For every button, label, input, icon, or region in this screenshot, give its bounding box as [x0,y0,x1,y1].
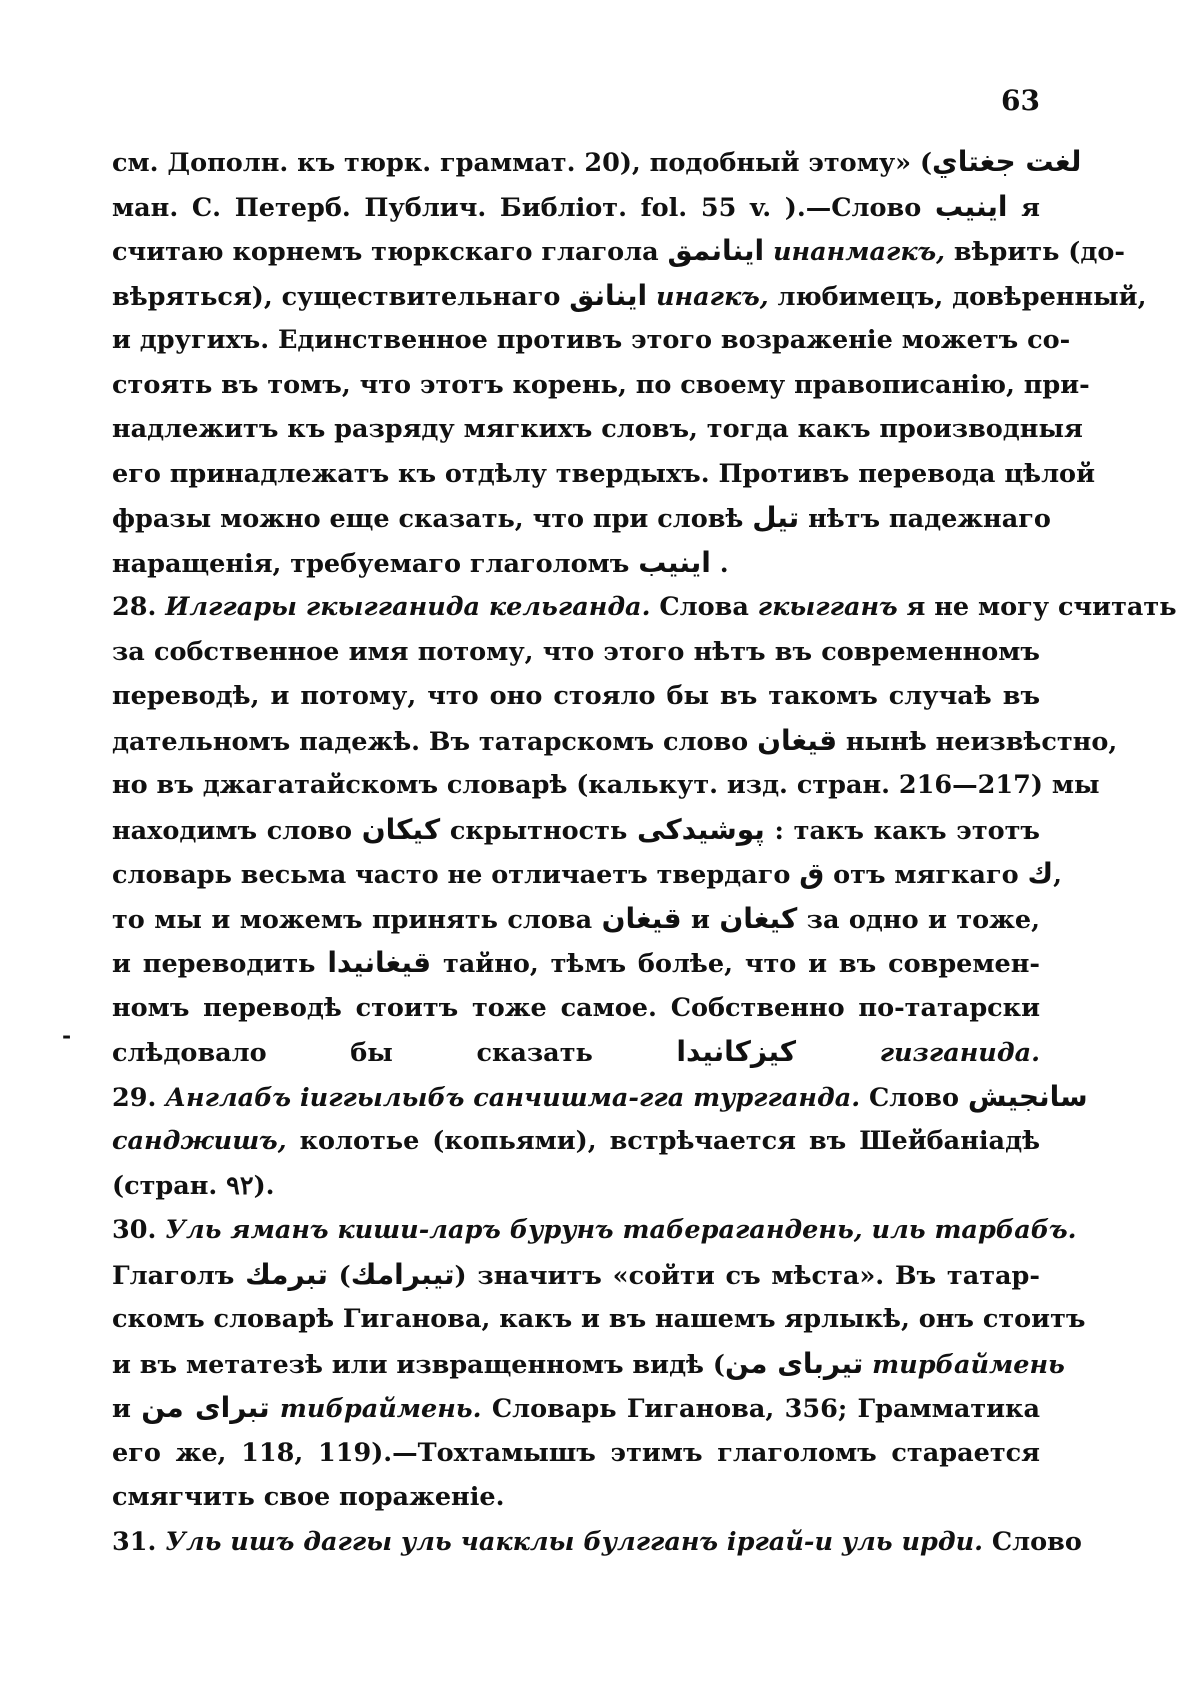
text-run: стоять въ томъ, что этотъ корень, по своему правописанiю, при- [112,369,1090,400]
text-run: колотье (копьями), встрѣчается въ Шейбанiадѣ [286,1126,1040,1156]
text-line [112,407,1083,452]
text-line [112,763,1100,808]
text-run: Глаголъ [112,1260,246,1291]
arabic-word: اینانق [569,278,648,312]
text-run: 29. [112,1082,166,1113]
text-line [112,496,1051,541]
text-run: см. Дополн. къ тюрк. граммат. 20), подобный этому» ( [112,148,933,178]
margin-mark: - [62,1023,72,1049]
text-run: 31. [112,1526,166,1557]
arabic-word: اینیب [934,189,1008,223]
text-run [796,1038,880,1068]
text-run: Слово [860,1082,968,1113]
arabic-word: قیغان [757,723,838,757]
text-run [270,1394,280,1424]
text-run: вѣряться), существительнаго [112,281,570,312]
text-run: дательномъ падежѣ. Въ татарскомъ слово [112,726,758,757]
text-run: : такъ какъ этотъ [764,815,1040,846]
text-run: фразы можно еще сказать, что при словѣ [112,504,753,534]
text-line [112,1253,1040,1298]
italic-phrase: инанмагкъ, [772,237,945,267]
text-line [112,1208,1077,1253]
text-line [112,1342,1065,1387]
text-line [112,1386,1040,1431]
text-line [112,1475,1040,1520]
text-run: его же, 118, 119).—Тохтамышъ этимъ глаголомъ старается [112,1437,1040,1468]
italic-phrase: Англабъ iиггылыбъ санчишма-гга тургганда. [165,1082,861,1113]
text-run: , [1053,860,1063,890]
text-line [112,1431,1040,1476]
arabic-word: تبرمك [245,1257,328,1291]
text-line [112,185,1040,230]
text-line [112,140,1082,185]
text-line [112,274,1147,319]
arabic-word: قیغانیدا [327,946,432,979]
arabic-word: اینیب [638,545,711,579]
text-run: нѣтъ падежнаго [799,504,1051,534]
text-run: Словарь Гиганова, 356; Грамматика [481,1394,1040,1424]
text-run: и переводить [112,949,328,979]
italic-phrase: санджишъ, [112,1126,287,1156]
text-line [112,1520,1082,1565]
text-run: считаю корнемъ тюркскаго глагола [112,237,668,267]
arabic-word: تیبرامك [350,1257,455,1291]
italic-phrase: тибраймень. [279,1394,482,1424]
arabic-word: تبرای من [141,1391,270,1424]
text-line [112,1119,1040,1164]
text-run: и [681,904,720,935]
text-run: смягчить свое пораженiе. [112,1482,505,1512]
italic-phrase: Уль ишъ дaггы уль чакклы булгганъ iргай-и уль ирди. [165,1526,983,1557]
text-line [112,1297,1086,1342]
italic-phrase: гизганида. [879,1038,1040,1068]
text-run: его принадлежатъ къ отдѣлу твердыхъ. Противъ перевода цѣлой [112,458,1095,489]
text-line [112,986,1040,1031]
text-run: то мы и можемъ принять слова [112,904,602,935]
text-line [112,541,1040,586]
text-line [112,630,1040,675]
text-run: 28. [112,592,166,622]
arabic-word: کیزکانیدا [676,1035,797,1068]
text-run: наращенiя, требуемаго глаголомъ [112,548,639,579]
text-line [112,852,1063,897]
arabic-word: لغت جغتاي [932,145,1082,178]
text-run: но въ джагатайскомъ словарѣ (калькут. изд. стран. 216—217) мы [112,770,1100,800]
italic-phrase: Уль яманъ киши-ларъ бурунъ таберагандень, иль тарбабъ. [165,1215,1077,1245]
text-line [112,452,1095,497]
text-run: ( [327,1260,351,1291]
text-line [112,897,1040,942]
arabic-word: قیغان [601,901,682,935]
text-run: и другихъ. Единственное противъ этого возраженiе можетъ со- [112,325,1071,355]
arabic-word: کیکان [361,812,441,846]
text-run: и [112,1394,142,1424]
text-run: Слова [650,592,758,622]
arabic-word: ك [1027,857,1054,890]
text-run: находимъ слово [112,815,362,846]
text-run [863,1350,872,1380]
italic-phrase: тирбаймень [872,1349,1065,1380]
text-run [764,237,773,267]
text-run: я не могу считать [897,592,1177,622]
text-run: скрытность [440,815,637,846]
text-run: ) значитъ «сойти съ мѣста». Въ татар- [454,1260,1040,1291]
text-run: я [1007,192,1040,223]
page-number: 63 [1001,84,1040,117]
text-run: надлежитъ къ разряду мягкихъ словъ, тогда какъ производныя [112,414,1083,444]
text-run: (стран. ٩٢). [112,1170,275,1201]
italic-phrase: инагкъ, [655,281,769,312]
text-run: словарь весьма часто не отличаетъ твердаго [112,860,800,890]
text-run: и въ метатезѣ или извращенномъ видѣ ( [112,1349,725,1380]
text-line [112,1030,1040,1075]
text-line [112,941,1040,986]
text-line [112,719,1118,764]
text-run [647,282,656,312]
text-run: ман. С. Петерб. Публич. Библiот. fol. 55 v. ).—Слово [112,192,935,223]
text-run: номъ переводѣ стоитъ тоже самое. Собственно по-татарски [112,992,1040,1023]
text-line [112,229,1125,274]
text-run: Слово [983,1526,1082,1557]
text-run: отъ мягкаго [824,860,1028,890]
arabic-word: سانجیش [967,1079,1088,1113]
arabic-word: ق [799,857,825,890]
arabic-word: کیغان [719,901,798,935]
text-run: любимецъ, довѣренный, [768,281,1147,312]
text-run: нынѣ неизвѣстно, [837,726,1118,757]
text-run: . [710,548,729,579]
text-line [112,808,1040,853]
arabic-word: اينانمق [667,234,765,267]
text-line [112,1075,1088,1120]
text-run: за собственное имя потому, что этого нѣтъ въ современномъ [112,636,1040,667]
arabic-word: تیل [752,501,800,534]
text-line [112,674,1040,719]
arabic-word: تیربای من [724,1346,864,1380]
text-line [112,1164,1040,1209]
text-line [112,585,1177,630]
text-run: слѣдовало бы сказать [112,1038,677,1068]
text-line [112,318,1071,363]
text-run: скомъ словарѣ Гиганова, какъ и въ нашемъ ярлыкѣ, онъ стоитъ [112,1304,1086,1334]
text-run: тайно, тѣмъ болѣе, что и въ современ- [431,949,1040,979]
text-run: вѣрить (до- [945,237,1125,267]
italic-phrase: гкыгганъ [757,592,898,622]
body-text [112,140,1177,1564]
arabic-word: پوشیدکی [636,812,765,846]
text-run: переводѣ, и потому, что оно стояло бы въ такомъ случаѣ въ [112,681,1040,711]
text-line [112,363,1090,408]
text-run: за одно и тоже, [797,904,1040,935]
italic-phrase: Илггары гкыгганида кельганда. [165,592,651,622]
text-run: 30. [112,1215,166,1245]
